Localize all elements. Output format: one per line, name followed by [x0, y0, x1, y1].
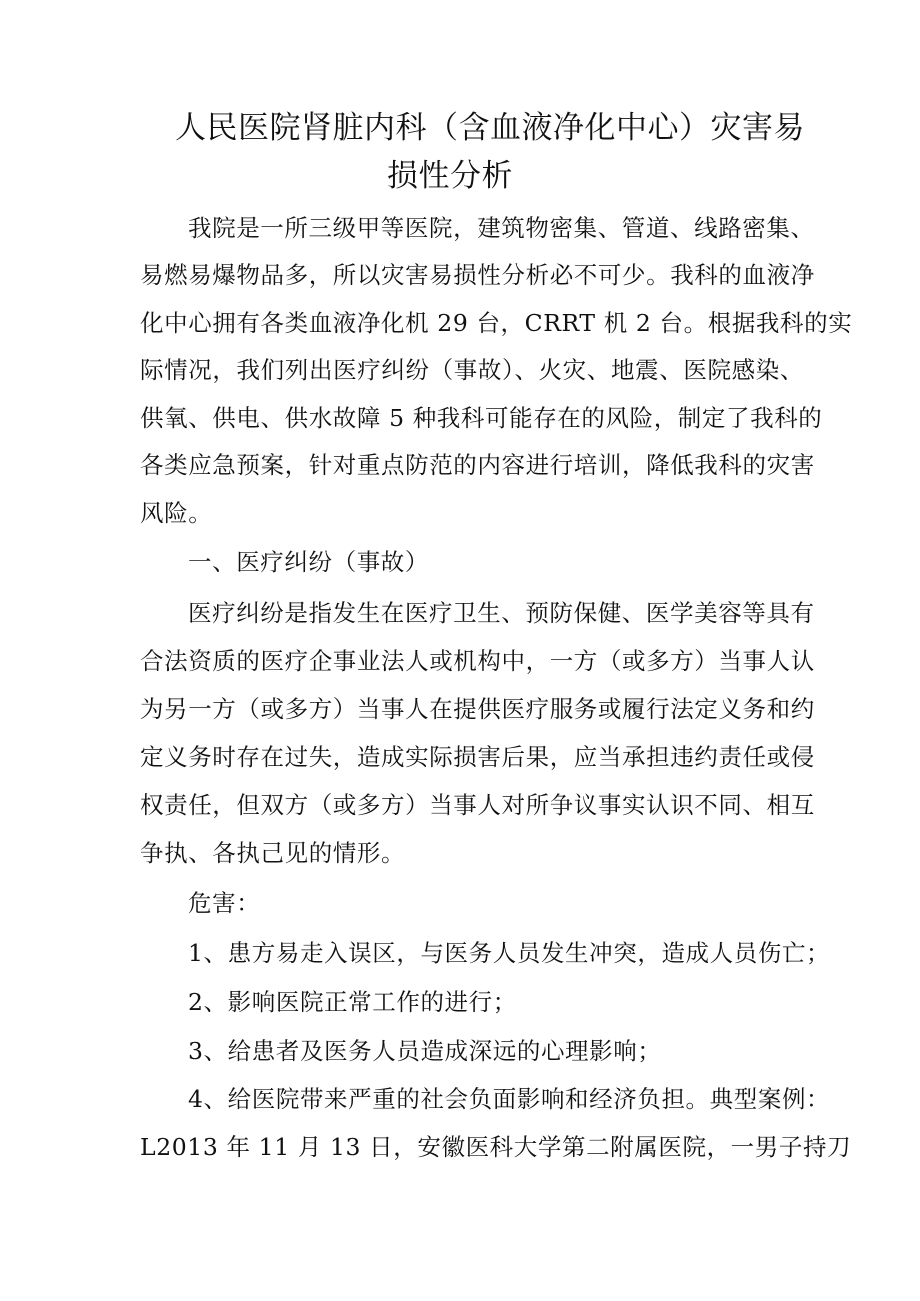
- intro-line: 风险。: [140, 499, 213, 527]
- intro-line: 化中心拥有各类血液净化机 29 台，CRRT 机 2 台。根据我科的实: [140, 309, 853, 337]
- section-paragraph-line: 为另一方（或多方）当事人在提供医疗服务或履行法定义务和约: [140, 695, 815, 723]
- section-paragraph-line: 权责任，但双方（或多方）当事人对所争议事实认识不同、相互: [140, 791, 815, 819]
- section-paragraph-line: 医疗纠纷是指发生在医疗卫生、预防保健、医学美容等具有: [188, 599, 815, 627]
- harm-label: 危害：: [188, 889, 261, 917]
- document-title-line-1: 人民医院肾脏内科（含血液净化中心）灾害易: [175, 110, 805, 146]
- intro-line: 易燃易爆物品多，所以灾害易损性分析必不可少。我科的血液净: [140, 261, 815, 289]
- section-heading: 一、医疗纠纷（事故）: [188, 548, 429, 576]
- section-paragraph-line: 定义务时存在过失，造成实际损害后果，应当承担违约责任或侵: [140, 743, 815, 771]
- intro-line: 供氧、供电、供水故障 5 种我科可能存在的风险，制定了我科的: [140, 404, 823, 432]
- section-paragraph-line: 争执、各执己见的情形。: [140, 839, 406, 867]
- harm-item: 1、患方易走入误区，与医务人员发生冲突，造成人员伤亡；: [188, 939, 831, 967]
- intro-line: 际情况，我们列出医疗纠纷（事故）、火灾、地震、医院感染、: [140, 356, 804, 384]
- document-title-line-2: 损性分析: [387, 158, 513, 194]
- harm-item: 4、给医院带来严重的社会负面影响和经济负担。典型案例：: [188, 1085, 831, 1113]
- harm-item: 3、给患者及医务人员造成深远的心理影响；: [188, 1037, 662, 1065]
- case-line: L2013 年 11 月 13 日，安徽医科大学第二附属医院，一男子持刀: [140, 1133, 852, 1161]
- harm-item: 2、影响医院正常工作的进行；: [188, 988, 517, 1016]
- intro-line: 我院是一所三级甲等医院，建筑物密集、管道、线路密集、: [188, 214, 815, 242]
- section-paragraph-line: 合法资质的医疗企事业法人或机构中，一方（或多方）当事人认: [140, 647, 815, 675]
- intro-line: 各类应急预案，针对重点防范的内容进行培训，降低我科的灾害: [140, 451, 815, 479]
